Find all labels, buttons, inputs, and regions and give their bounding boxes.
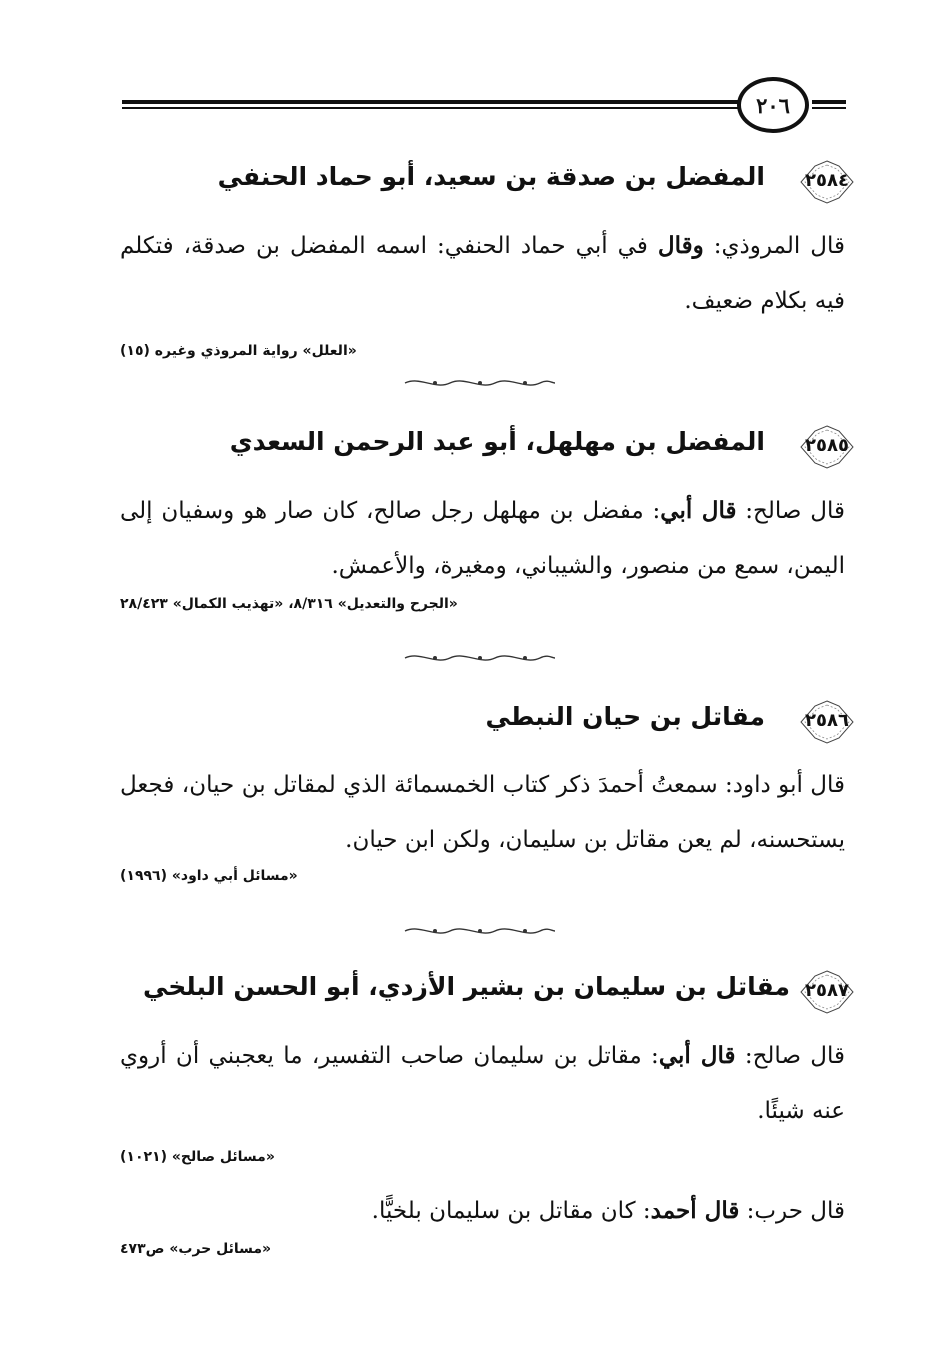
header-rule-right: [812, 100, 846, 112]
entry-number: ٢٥٨٥: [805, 435, 849, 456]
entry-text: قال المروذي: وقال في أبي حماد الحنفي: اسمه المفضل بن صدقة، فتكلم فيه بكلام ضعيف.: [120, 232, 845, 314]
entry-text-2: قال حرب: قال أحمد: كان مقاتل بن سليمان بلخيًّا.: [371, 1197, 845, 1224]
entry-heading: [120, 425, 855, 473]
entry-number: ٢٥٨٧: [805, 980, 849, 1001]
page-number: ٢٠٦: [737, 77, 809, 133]
ornament-badge-icon: [799, 970, 855, 1014]
entry-title: المفضل بن مهلهل، أبو عبد الرحمن السعدي: [229, 427, 765, 456]
ornamental-divider-icon: [400, 651, 560, 665]
ornament-badge-icon: [799, 425, 855, 469]
entry-number: ٢٥٨٦: [805, 710, 849, 731]
entry-2584: [120, 160, 855, 359]
entry-heading: [120, 970, 855, 1018]
entry-text: قال صالح: قال أبي: مفضل بن مهلهل رجل صالح، كان صار هو وسفيان إلى اليمن، سمع من منصور، والشيباني، ومغيرة، والأعمش.: [120, 497, 845, 579]
ornament-badge-icon: [799, 700, 855, 744]
source-citation: «العلل» رواية المروذي وغيره (١٥): [120, 343, 357, 359]
entry-title: مقاتل بن سليمان بن بشير الأزدي، أبو الحسن البلخي: [142, 972, 790, 1001]
source-citation-2: «مسائل حرب» ص٤٧٣: [120, 1241, 272, 1257]
entry-text: قال أبو داود: سمعتُ أحمدَ ذكر كتاب الخمسمائة الذي لمقاتل بن حيان، فجعل يستحسنه، لم يعن مقاتل بن سليمان، ولكن ابن حيان.: [120, 772, 845, 853]
entry-title: المفضل بن صدقة بن سعيد، أبو حماد الحنفي: [217, 162, 765, 191]
ornamental-divider-icon: [400, 376, 560, 390]
ornament-badge-icon: [799, 160, 855, 204]
entry-number: ٢٥٨٤: [805, 170, 849, 191]
entry-2586: [120, 700, 855, 884]
header-rule: [122, 100, 747, 112]
entry-text: قال صالح: قال أبي: مقاتل بن سليمان صاحب التفسير، ما يعجبني أن أروي عنه شيئًا.: [120, 1042, 846, 1124]
entry-heading: [120, 700, 855, 748]
entry-2587: [120, 970, 855, 1257]
source-citation: «مسائل صالح» (١٠٢١): [120, 1149, 275, 1165]
entry-2585: [120, 425, 855, 612]
entry-title: مقاتل بن حيان النبطي: [485, 702, 765, 731]
source-citation: «مسائل أبي داود» (١٩٩٦): [120, 868, 298, 884]
source-citation: «الجرح والتعديل» ٨/٣١٦، «تهذيب الكمال» ٢٨/٤٢٣: [120, 596, 458, 612]
entry-heading: [120, 160, 855, 208]
ornamental-divider-icon: [400, 924, 560, 938]
